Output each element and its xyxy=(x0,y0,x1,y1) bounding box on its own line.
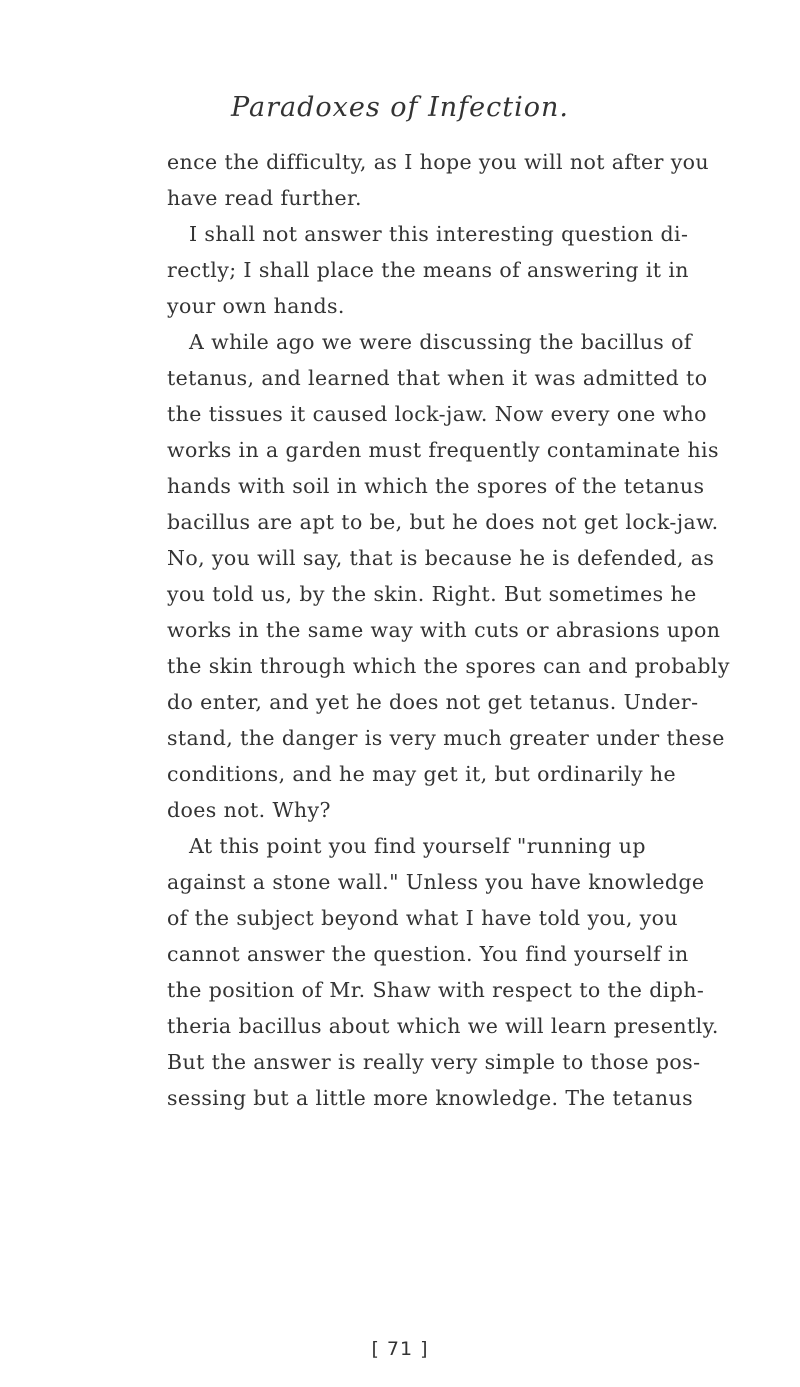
text-line: your own hands. xyxy=(167,294,345,318)
text-line: against a stone wall." Unless you have knowledge xyxy=(167,870,705,894)
text-line: tetanus, and learned that when it was admitted to xyxy=(167,366,708,390)
text-line: bacillus are apt to be, but he does not get lock-jaw. xyxy=(167,510,719,534)
text-line: stand, the danger is very much greater under these xyxy=(167,726,725,750)
body-text xyxy=(167,144,730,1116)
text-line: No, you will say, that is because he is defended, as xyxy=(167,546,715,570)
text-line: works in a garden must frequently contaminate his xyxy=(167,438,719,462)
text-line: you told us, by the skin. Right. But sometimes he xyxy=(167,582,697,606)
text-line: works in the same way with cuts or abrasions upon xyxy=(167,618,721,642)
text-line: I shall not answer this interesting question di- xyxy=(189,222,689,246)
text-line: rectly; I shall place the means of answering it in xyxy=(167,258,689,282)
text-line: sessing but a little more knowledge. The tetanus xyxy=(167,1086,694,1110)
running-head: Paradoxes of Infection. xyxy=(231,92,569,123)
text-line: does not. Why? xyxy=(167,798,331,822)
text-line: theria bacillus about which we will learn presently. xyxy=(167,1014,719,1038)
text-line: A while ago we were discussing the bacillus of xyxy=(189,330,692,354)
text-line: conditions, and he may get it, but ordinarily he xyxy=(167,762,676,786)
text-line: of the subject beyond what I have told you, you xyxy=(167,906,678,930)
text-line: the position of Mr. Shaw with respect to the diph- xyxy=(167,978,705,1002)
text-line: do enter, and yet he does not get tetanus. Under- xyxy=(167,690,699,714)
text-line: cannot answer the question. You find yourself in xyxy=(167,942,689,966)
text-line: have read further. xyxy=(167,186,362,210)
text-line: ence the difficulty, as I hope you will not after you xyxy=(167,150,710,174)
text-line: the tissues it caused lock-jaw. Now every one who xyxy=(167,402,707,426)
text-line: But the answer is really very simple to those pos- xyxy=(167,1050,701,1074)
page-number: [ 71 ] xyxy=(371,1338,429,1360)
text-line: hands with soil in which the spores of the tetanus xyxy=(167,474,705,498)
text-line: At this point you find yourself "running up xyxy=(189,834,646,858)
text-line: the skin through which the spores can and probably xyxy=(167,654,730,678)
